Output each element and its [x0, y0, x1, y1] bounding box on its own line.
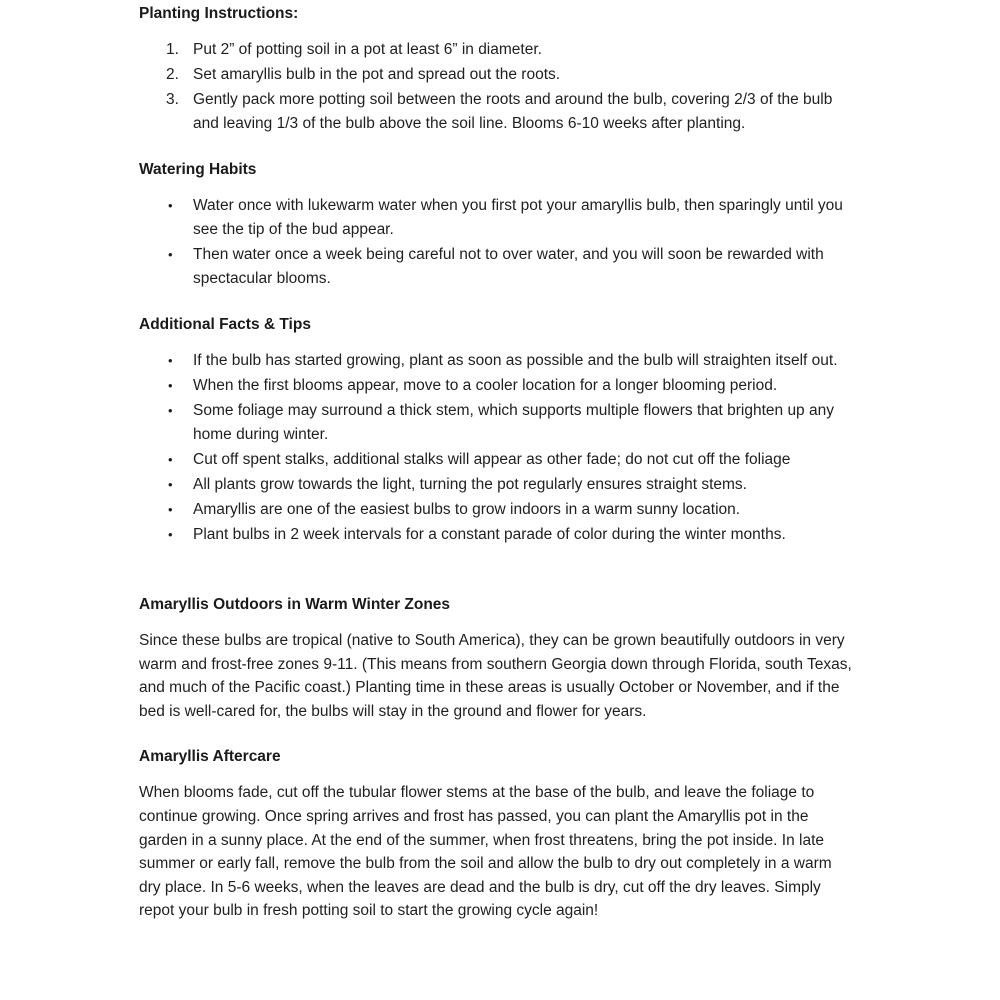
planting-numbered-list [139, 38, 851, 136]
watering-habits-heading: Watering Habits [139, 161, 257, 178]
list-item-text: If the bulb has started growing, plant as soon as possible and the bulb will straighten itself out. [193, 352, 838, 369]
list-item-text: Cut off spent stalks, additional stalks will appear as other fade; do not cut off the foliage [193, 451, 791, 468]
list-item-text: Gently pack more potting soil between the roots and around the bulb, covering 2/3 of the bulb and leaving 1/3 of the bulb above the soil line. Blooms 6-10 weeks after planting. [193, 91, 833, 132]
section-planting-instructions [139, 2, 855, 136]
list-number: 3. [166, 91, 179, 108]
list-item [139, 243, 851, 291]
section-aftercare [139, 745, 855, 923]
list-item-text: Set amaryllis bulb in the pot and spread out the roots. [193, 66, 561, 83]
list-item [139, 88, 851, 136]
bullet-icon: • [168, 378, 173, 393]
outdoors-paragraph: Since these bulbs are tropical (native to South America), they can be grown beautifully outdoors in very warm and frost-free zones 9-11. (This means from southern Georgia down through Florida, south Texas, and much of the Pacific coast.) Planting time in these areas is usually October or November, and if the bed is well-cared for, the bulbs will stay in the ground and flower for years. [139, 632, 852, 720]
list-item-text: Some foliage may surround a thick stem, which supports multiple flowers that brighten up any home during winter. [193, 402, 834, 443]
section-watering-habits [139, 158, 855, 291]
bullet-icon: • [168, 403, 173, 418]
list-item [139, 63, 851, 87]
aftercare-heading: Amaryllis Aftercare [139, 748, 281, 766]
facts-bullet-list [139, 349, 851, 547]
additional-facts-heading: Additional Facts & Tips [139, 316, 311, 333]
bullet-icon: • [168, 198, 173, 213]
list-item [139, 473, 851, 497]
list-item-text: Water once with lukewarm water when you first pot your amaryllis bulb, then sparingly until you see the tip of the bud appear. [193, 197, 843, 238]
bullet-icon: • [168, 502, 173, 517]
list-item [139, 38, 851, 62]
planting-instructions-heading: Planting Instructions: [139, 5, 299, 22]
list-item [139, 448, 851, 472]
list-number: 2. [166, 66, 179, 83]
list-item [139, 498, 851, 522]
list-item [139, 399, 851, 447]
watering-bullet-list [139, 194, 851, 291]
list-item-text: Then water once a week being careful not to over water, and you will soon be rewarded with spectacular blooms. [193, 246, 824, 287]
bullet-icon: • [168, 353, 173, 368]
list-item-text: When the first blooms appear, move to a cooler location for a longer blooming period. [193, 377, 778, 394]
list-item [139, 523, 851, 547]
bullet-icon: • [168, 247, 173, 262]
list-item-text: Amaryllis are one of the easiest bulbs to grow indoors in a warm sunny location. [193, 501, 741, 518]
bullet-icon: • [168, 452, 173, 467]
bullet-icon: • [168, 527, 173, 542]
list-item-text: Plant bulbs in 2 week intervals for a constant parade of color during the winter months. [193, 526, 786, 543]
outdoors-heading: Amaryllis Outdoors in Warm Winter Zones [139, 596, 451, 613]
list-item [139, 349, 851, 373]
section-outdoors-warm-zones [139, 593, 855, 723]
bullet-icon: • [168, 477, 173, 492]
section-additional-facts [139, 313, 855, 547]
list-item [139, 194, 851, 242]
aftercare-paragraph: When blooms fade, cut off the tubular flower stems at the base of the bulb, and leave the foliage to continue growing. Once spring arrives and frost has passed, you can plant the Amaryllis pot in the garden in a sunny place. At the end of the summer, when frost threatens, bring the pot inside. In late summer or early fall, remove the bulb from the soil and allow the bulb to dry out completely in a warm dry place. In 5-6 weeks, when the leaves are dead and the bulb is dry, cut off the dry leaves. Simply repot your bulb in fresh potting soil to start the growing cycle again! [139, 784, 832, 920]
list-number: 1. [166, 41, 179, 58]
list-item-text: All plants grow towards the light, turning the pot regularly ensures straight stems. [193, 476, 747, 493]
list-item-text: Put 2” of potting soil in a pot at least 6” in diameter. [193, 41, 542, 58]
list-item [139, 374, 851, 398]
